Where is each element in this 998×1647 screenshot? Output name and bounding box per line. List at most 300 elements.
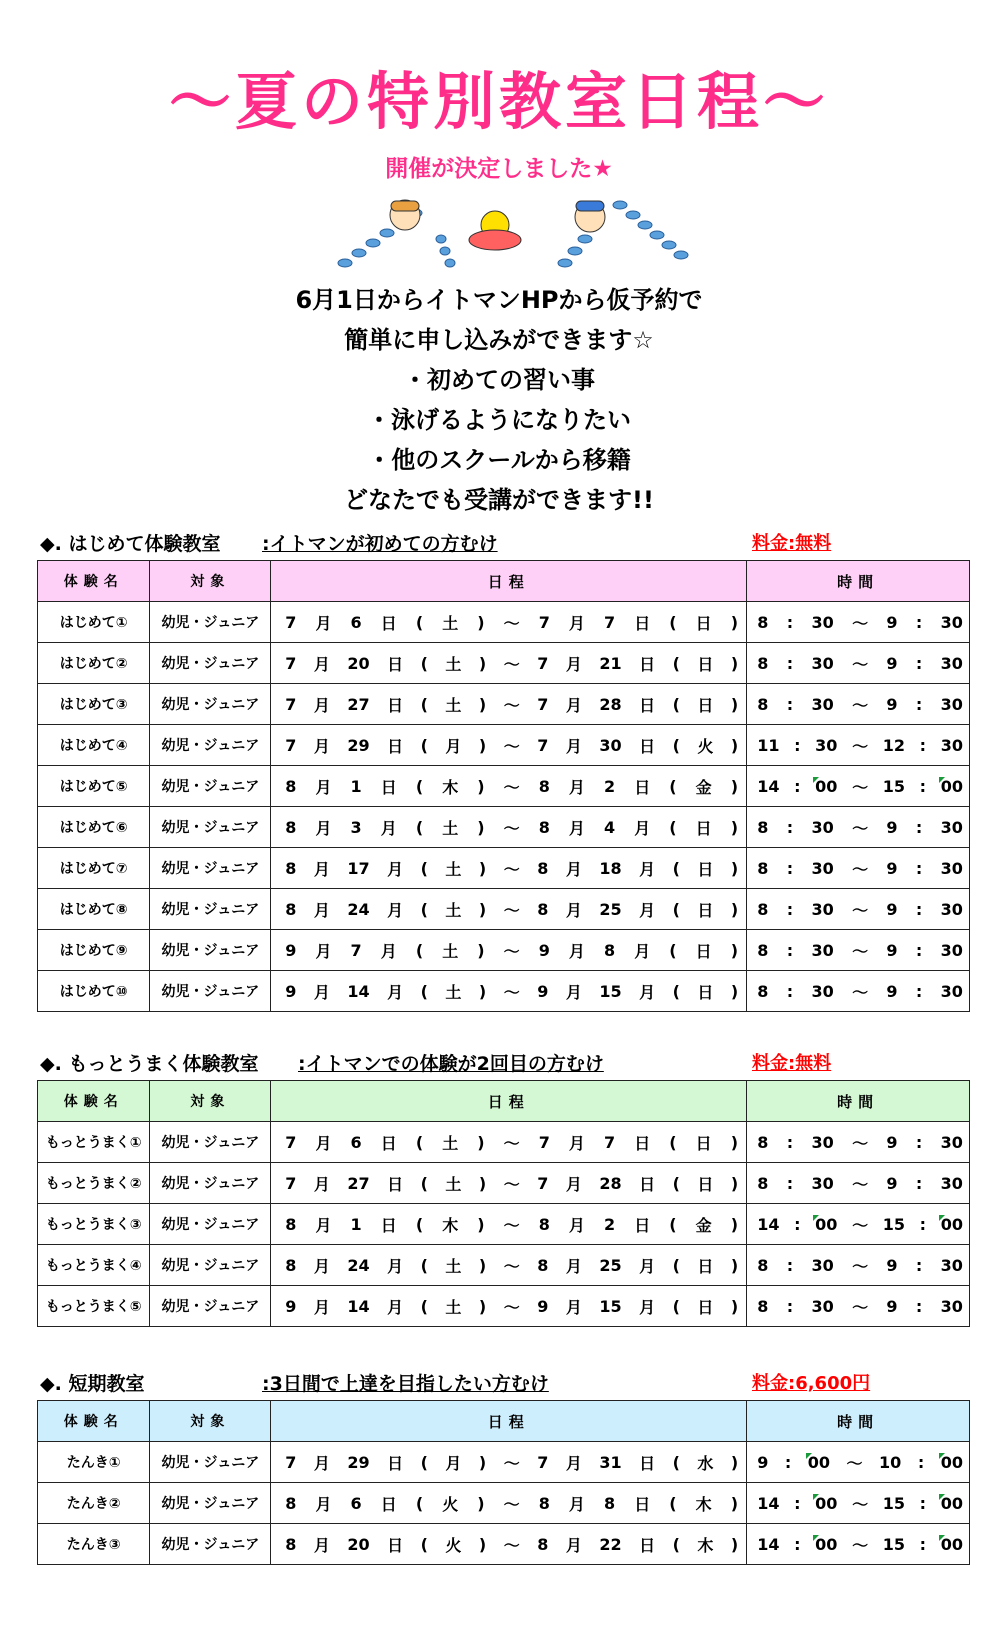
date-token: ( [672,858,680,878]
intro-line: 簡単に申し込みができます☆ [344,326,654,354]
date-token: 9 [285,940,297,960]
date-token: ～ [503,1215,520,1235]
date-token: ( [420,1534,428,1554]
date-token: ) [730,817,739,837]
schedule-table [37,1080,970,1327]
date-token: ) [478,858,487,878]
date-token: 日 [697,982,714,1002]
class-dates [271,1442,747,1483]
date-token: 月 [380,818,397,838]
date-range [271,693,746,716]
class-name: はじめて③ [38,684,150,725]
date-token: ) [478,1534,487,1554]
time-token: 14 [757,1534,780,1554]
time-token: 8 [757,817,769,837]
date-token: ) [730,1452,739,1472]
time-token: : [786,1255,794,1275]
time-token: 30 [811,1255,834,1275]
date-token: ) [730,858,739,878]
time-token: ～ [852,1297,869,1317]
date-token: 1 [350,1214,362,1234]
date-token: ～ [503,613,520,633]
time-token: 00 [940,1493,963,1513]
date-token: 月 [313,654,330,674]
time-token: 9 [886,1255,898,1275]
time-token: 9 [886,1296,898,1316]
date-token: 14 [347,981,370,1001]
date-token: 8 [538,776,550,796]
date-token: 7 [285,612,297,632]
section-header [40,1045,970,1075]
time-range [747,1295,969,1318]
class-time [747,1286,970,1327]
class-target: 幼児・ジュニア [150,684,271,725]
time-token: 8 [757,694,769,714]
date-range [271,1295,746,1318]
class-name: もっとうまく④ [38,1245,150,1286]
date-token: 日 [697,859,714,879]
date-token: 24 [347,899,370,919]
date-token: 6 [350,612,362,632]
date-token: 月 [313,695,330,715]
date-token: 9 [285,1296,297,1316]
date-token: ) [477,1132,485,1152]
header-target: 対象 [150,561,271,602]
date-token: 月 [568,1133,585,1153]
time-token: 10 [879,1452,902,1472]
date-token: ( [420,1173,428,1193]
time-token: : [915,899,923,919]
time-token: 8 [757,899,769,919]
time-token: 00 [940,1214,963,1234]
class-time [747,1524,970,1565]
date-range [271,939,746,962]
date-token: 7 [285,1173,297,1193]
date-token: 土 [445,982,462,1002]
class-dates [271,725,747,766]
time-token: : [794,1534,801,1554]
date-token: 7 [537,694,549,714]
time-token: : [919,776,927,796]
date-token: ) [730,1173,739,1193]
class-dates [271,930,747,971]
date-token: 月 [565,695,582,715]
time-token: 30 [940,1173,963,1193]
date-token: 18 [599,858,622,878]
date-token: ( [672,1452,680,1472]
time-token: : [786,612,794,632]
date-token: 7 [285,653,297,673]
date-token: ) [478,1296,487,1316]
date-token: ) [730,735,739,755]
date-token: 22 [599,1534,622,1554]
date-range [271,611,746,634]
date-token: 月 [634,818,651,838]
class-time [747,971,970,1012]
date-token: 月 [565,1535,582,1555]
date-token: 月 [565,859,582,879]
date-token: ( [420,653,428,673]
date-token: 月 [568,941,585,961]
date-token: 月 [565,900,582,920]
class-time [747,930,970,971]
time-token: 30 [811,612,834,632]
date-token: 8 [537,899,549,919]
time-token: ～ [852,1494,869,1514]
date-token: 金 [695,777,712,797]
date-token: 月 [387,859,404,879]
section-target-note: :3日間で上達を目指したい方むけ [262,1373,549,1395]
intro-line: どなたでも受講ができます!! [344,486,654,514]
date-token: 月 [313,736,330,756]
date-token: 日 [634,777,651,797]
date-token: 8 [285,1493,297,1513]
date-token: ～ [503,818,520,838]
date-token: 月 [639,1297,656,1317]
date-token: 木 [442,777,459,797]
class-dates [271,684,747,725]
date-token: ( [420,1255,428,1275]
time-token: 00 [807,1452,831,1472]
date-token: ) [478,1255,487,1275]
class-target: 幼児・ジュニア [150,930,271,971]
date-token: 7 [604,1132,616,1152]
time-token: 30 [940,981,963,1001]
date-range [271,734,746,757]
date-token: ) [730,940,739,960]
time-token: 9 [886,612,898,632]
date-token: 日 [634,1133,651,1153]
date-token: ) [478,653,487,673]
date-token: 月 [639,859,656,879]
date-token: ( [672,1255,680,1275]
date-token: 月 [565,1174,582,1194]
date-token: 月 [639,982,656,1002]
time-token: : [917,1452,925,1472]
date-token: ( [415,1493,424,1513]
time-token: : [784,1452,792,1472]
time-token: 14 [757,1493,780,1513]
date-token: 日 [634,1494,651,1514]
date-token: 9 [285,981,297,1001]
time-token: : [786,653,794,673]
time-token: : [915,981,923,1001]
date-token: 7 [537,1452,549,1472]
time-range [747,1533,969,1556]
date-token: ( [415,1132,424,1152]
date-token: 20 [347,653,370,673]
class-target: 幼児・ジュニア [150,725,271,766]
date-token: 日 [387,695,404,715]
intro-line: ・他のスクールから移籍 [367,446,631,474]
date-token: 8 [285,817,297,837]
table-row [38,684,970,725]
time-token: ～ [852,1535,869,1555]
date-token: ( [669,1493,677,1513]
time-token: 30 [940,1255,963,1275]
date-token: 月 [565,1453,582,1473]
time-token: : [786,858,794,878]
date-token: ( [420,858,428,878]
time-token: 30 [940,1132,963,1152]
class-target: 幼児・ジュニア [150,766,271,807]
date-token: ～ [503,695,520,715]
class-time [747,1483,970,1524]
time-token: : [915,612,923,632]
intro-line: ・泳げるようになりたい [367,406,631,434]
time-token: 30 [811,694,834,714]
table-row [38,930,970,971]
date-token: 1 [350,776,362,796]
time-token: : [786,899,794,919]
time-token: : [786,940,794,960]
date-token: 月 [315,777,332,797]
header-target: 対象 [150,1081,271,1122]
date-token: ( [420,1452,428,1472]
time-token: 9 [886,858,898,878]
table-row [38,725,970,766]
date-token: 水 [697,1453,714,1473]
date-token: 土 [445,900,462,920]
class-time [747,1245,970,1286]
date-token: 木 [442,1215,459,1235]
time-token: 15 [882,1493,905,1513]
date-token: 土 [442,818,459,838]
time-token: 9 [886,940,898,960]
table-row [38,766,970,807]
section-fee: 料金:6,600円 [752,1373,871,1394]
class-dates [271,1524,747,1565]
date-token: 7 [350,940,362,960]
date-token: 7 [537,1173,549,1193]
time-token: : [915,940,923,960]
date-token: 15 [599,981,622,1001]
date-token: 25 [599,1255,622,1275]
date-token: 6 [350,1493,362,1513]
date-range [271,980,746,1003]
date-token: ) [477,817,485,837]
time-token: : [786,981,794,1001]
time-token: 15 [882,776,905,796]
class-name: もっとうまく⑤ [38,1286,150,1327]
date-token: 土 [442,613,459,633]
date-token: ～ [503,859,520,879]
date-token: 日 [695,1133,712,1153]
date-token: 月 [315,613,332,633]
class-target: 幼児・ジュニア [150,643,271,684]
time-token: 14 [757,1214,780,1234]
time-token: 9 [886,1132,898,1152]
time-token: ～ [852,941,869,961]
date-token: 月 [313,1256,330,1276]
date-token: 7 [285,1452,297,1472]
class-dates [271,848,747,889]
date-token: 8 [538,1493,550,1513]
date-token: 月 [387,1256,404,1276]
date-token: 27 [347,694,370,714]
date-token: 木 [695,1494,712,1514]
time-token: ～ [852,982,869,1002]
date-token: 日 [697,900,714,920]
time-token: 30 [940,817,963,837]
time-token: 30 [940,1296,963,1316]
class-target: 幼児・ジュニア [150,971,271,1012]
date-token: 土 [445,1256,462,1276]
table-row [38,1163,970,1204]
time-token: ～ [852,859,869,879]
date-token: 日 [697,1174,714,1194]
class-dates [271,971,747,1012]
class-dates [271,1122,747,1163]
class-dates [271,1163,747,1204]
class-name: たんき① [38,1442,150,1483]
class-target: 幼児・ジュニア [150,1204,271,1245]
date-token: 8 [285,899,297,919]
date-token: ( [669,1214,677,1234]
page-subtitle: 開催が決定しました★ [385,156,613,182]
class-target: 幼児・ジュニア [150,1483,271,1524]
time-token: 15 [882,1214,905,1234]
time-range [747,652,969,675]
time-token: 30 [940,612,963,632]
date-token: 日 [634,613,651,633]
date-token: ) [477,1493,485,1513]
date-token: ( [415,776,424,796]
table-row [38,1204,970,1245]
date-token: ) [478,1452,487,1472]
class-dates [271,602,747,643]
date-token: 月 [313,900,330,920]
date-token: ( [415,817,424,837]
date-token: ) [477,612,485,632]
time-token: 00 [815,1534,838,1554]
date-token: ( [420,1296,428,1316]
date-token: 月 [315,1215,332,1235]
time-range [747,939,969,962]
date-token: 土 [442,1133,459,1153]
time-token: : [919,1214,927,1234]
date-token: ) [478,694,487,714]
date-token: 日 [639,736,656,756]
class-dates [271,1286,747,1327]
date-token: 月 [568,818,585,838]
section-fee: 料金:無料 [752,533,832,554]
date-token: ( [420,899,428,919]
time-token: 30 [811,817,834,837]
table-header-row [38,561,970,602]
date-token: 7 [538,612,550,632]
class-target: 幼児・ジュニア [150,1163,271,1204]
date-token: 3 [350,817,362,837]
header-target: 対象 [150,1401,271,1442]
time-token: 8 [757,981,769,1001]
date-token: ～ [503,1535,520,1555]
class-name: たんき③ [38,1524,150,1565]
date-token: ～ [503,736,520,756]
time-range [747,693,969,716]
date-token: 31 [599,1452,622,1472]
time-token: 30 [811,858,834,878]
date-token: 月 [315,818,332,838]
time-token: : [786,1173,794,1193]
time-token: 8 [757,1173,769,1193]
class-time [747,1204,970,1245]
date-token: ( [669,940,677,960]
date-token: 日 [695,818,712,838]
date-token: ( [672,899,680,919]
table-header-row [38,1081,970,1122]
class-dates [271,1204,747,1245]
intro-line: ・初めての習い事 [403,366,595,394]
date-token: 日 [380,1494,397,1514]
date-range [271,1533,746,1556]
time-token: ～ [852,1256,869,1276]
class-target: 幼児・ジュニア [150,1524,271,1565]
date-token: 7 [285,1132,297,1152]
date-token: 日 [639,695,656,715]
header-name: 体験名 [38,1081,150,1122]
date-token: ( [420,981,428,1001]
date-token: ) [730,694,739,714]
time-token: ～ [852,1133,869,1153]
date-token: 月 [313,982,330,1002]
date-token: 29 [347,735,370,755]
date-token: ) [478,735,487,755]
time-token: 30 [940,858,963,878]
date-token: 日 [380,1215,397,1235]
class-name: はじめて⑨ [38,930,150,971]
section-target-note: :イトマンが初めての方むけ [262,533,498,555]
time-range [747,611,969,634]
time-token: 00 [815,1214,838,1234]
time-token: 8 [757,653,769,673]
section-target-note: :イトマンでの体験が2回目の方むけ [298,1053,604,1075]
date-token: 月 [445,1453,462,1473]
class-dates [271,889,747,930]
time-token: ～ [852,613,869,633]
time-token: 00 [940,776,963,796]
class-name: はじめて④ [38,725,150,766]
time-range [747,1213,969,1236]
date-token: 21 [599,653,622,673]
time-range [747,1172,969,1195]
class-time [747,725,970,766]
class-time [747,1442,970,1483]
date-token: ～ [503,1133,520,1153]
date-token: ( [415,612,424,632]
time-range [747,1451,969,1474]
time-token: : [915,1132,923,1152]
time-token: ～ [852,818,869,838]
date-token: ( [420,694,428,714]
date-range [271,1254,746,1277]
date-token: ( [672,1534,680,1554]
date-token: 月 [315,941,332,961]
date-token: 8 [285,858,297,878]
schedule-table [37,1400,970,1565]
date-token: 月 [565,1256,582,1276]
date-token: ～ [503,1453,520,1473]
time-token: : [794,1214,801,1234]
time-token: : [915,858,923,878]
date-token: 8 [285,1214,297,1234]
class-dates [271,766,747,807]
date-token: 土 [445,654,462,674]
schedule-table [37,560,970,1012]
time-token: ～ [852,900,869,920]
time-token: : [919,1493,927,1513]
date-token: ( [672,1296,680,1316]
